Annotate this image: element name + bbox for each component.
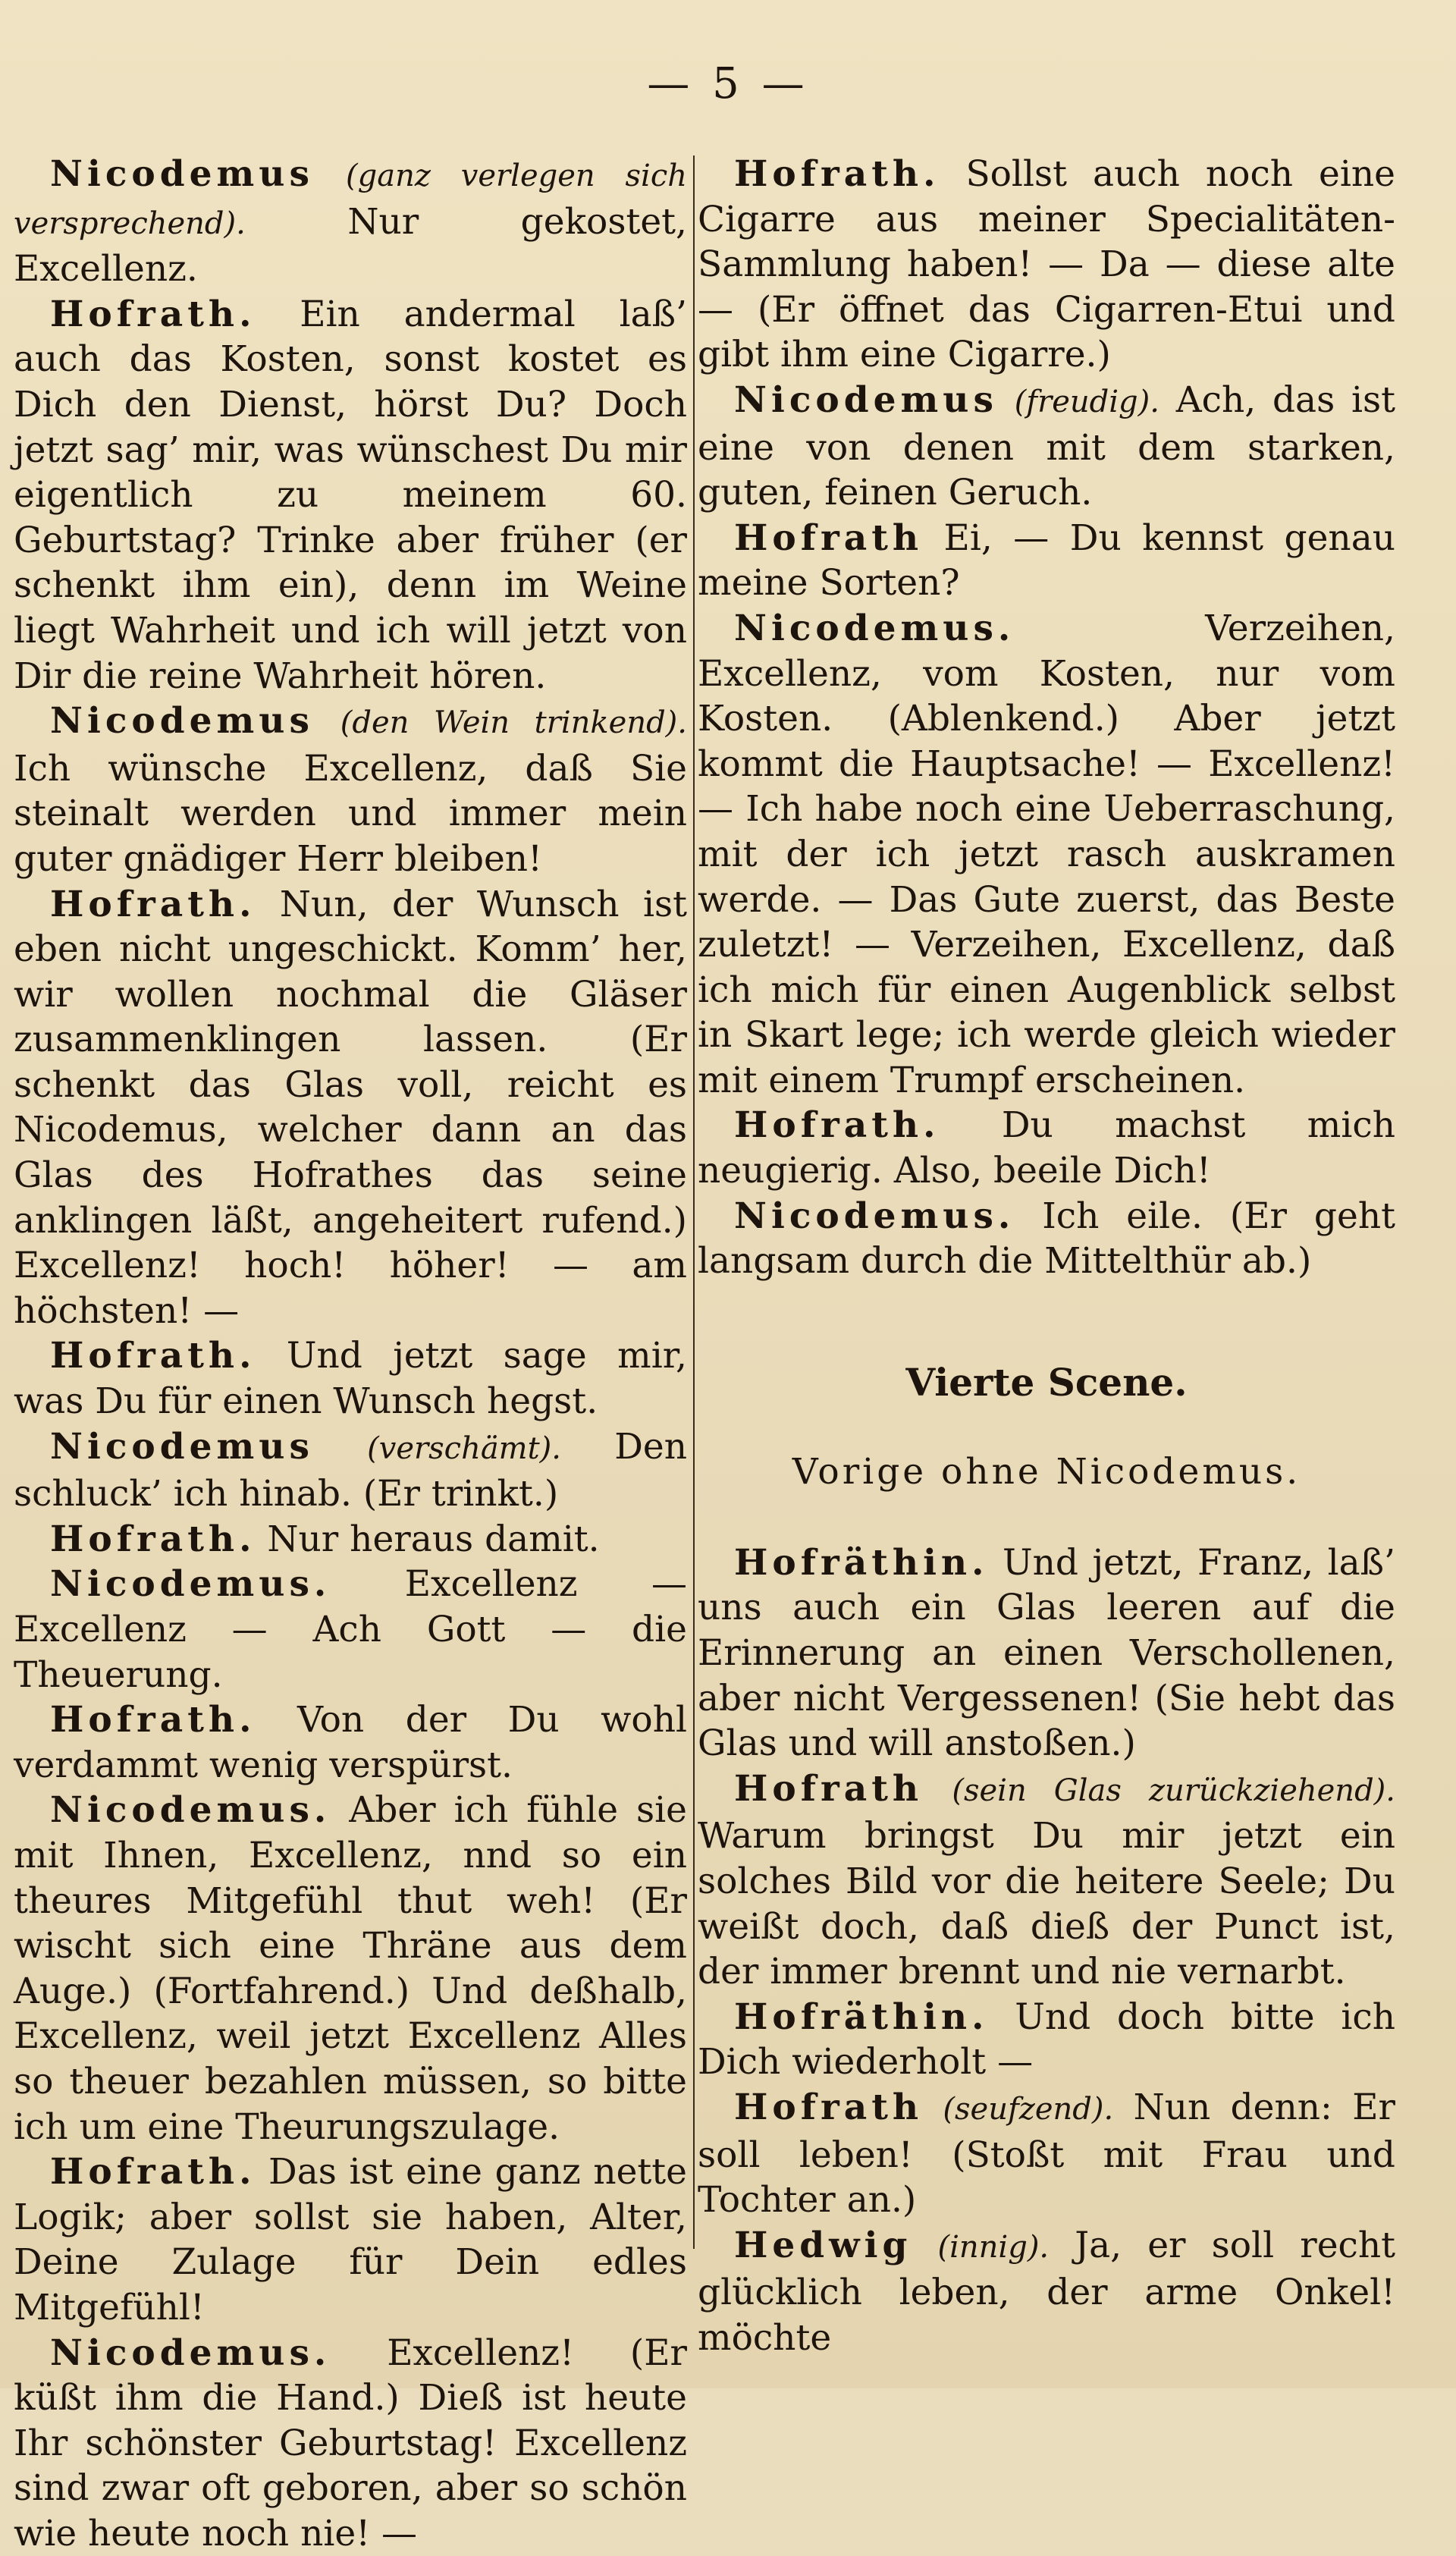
dialogue-text: Ja, er soll recht glücklich leben, der arme Onkel! möchte	[698, 2225, 1395, 2359]
speaker-name: Hofrath.	[50, 884, 256, 925]
speaker-name: Hofrath.	[50, 2151, 256, 2193]
stage-direction: (verschämt).	[367, 1431, 561, 1466]
dialogue-paragraph	[698, 2085, 1395, 2223]
stage-direction: (seufzend).	[943, 2092, 1113, 2127]
dialogue-paragraph	[698, 1194, 1395, 1284]
stage-direction: (sein Glas zurückziehend).	[952, 1773, 1395, 1808]
dialogue-text: Und doch bitte ich Dich wiederholt —	[698, 1996, 1395, 2083]
dialogue-paragraph	[14, 1788, 687, 2149]
speaker-name: Nicodemus	[50, 153, 314, 195]
stage-direction: (freudig).	[1015, 385, 1159, 419]
dialogue-paragraph	[698, 1540, 1395, 1766]
speaker-name: Nicodemus.	[734, 608, 1015, 649]
speaker-name: Hofrath.	[50, 1699, 256, 1741]
dialogue-paragraph	[698, 152, 1395, 378]
dialogue-text: Und jetzt, Franz, laß’ uns auch ein Glas leeren auf die Erinnerung an einen Verschollenen, aber nicht Vergessenen! (Sie hebt das Glas und will anstoßen.)	[698, 1542, 1395, 1764]
dialogue-paragraph	[14, 1697, 687, 1788]
dialogue-paragraph	[14, 1333, 687, 1424]
speaker-name: Hofrath	[734, 517, 923, 559]
dialogue-paragraph	[698, 1766, 1395, 1995]
dialogue-paragraph	[14, 292, 687, 699]
dialogue-paragraph	[698, 606, 1395, 1104]
dialogue-paragraph	[14, 2149, 687, 2330]
left-column	[14, 152, 687, 2556]
speaker-name: Hofrath.	[50, 1335, 256, 1377]
dialogue-text: Nur heraus damit.	[256, 1518, 599, 1560]
dialogue-text: Du machst mich neugierig. Also, beeile Dich!	[698, 1104, 1395, 1192]
dialogue-text: Ich eile. (Er geht langsam durch die Mittelthür ab.)	[698, 1195, 1395, 1283]
stage-direction: (innig).	[938, 2230, 1050, 2265]
scene-title: Vierte Scene.	[698, 1360, 1395, 1405]
dialogue-text: Nun, der Wunsch ist eben nicht ungeschickt. Komm’ her, wir wollen nochmal die Gläser zusammenklingen lassen. (Er schenkt das Glas voll, reicht es Nicodemus, welcher dann an das Glas des Hofrathes das seine anklingen läßt, angeheitert rufend.) Excellenz! hoch! höher! — am höchsten! —	[14, 884, 687, 1332]
column-divider	[693, 155, 695, 2249]
speaker-name: Nicodemus.	[50, 2332, 331, 2374]
right-column-dialogue-bottom	[698, 1540, 1395, 2361]
dialogue-text: Warum bringst Du mir jetzt ein solches Bild vor die heitere Seele; Du weißt doch, daß dieß der Punct ist, der immer brennt und nie vernarbt.	[698, 1815, 1395, 1992]
dialogue-paragraph	[14, 1517, 687, 1562]
dialogue-text: Excellenz! (Er küßt ihm die Hand.) Dieß ist heute Ihr schönster Geburtstag! Excellenz sind zwar oft geboren, aber so schön wie heute noch nie! —	[14, 2332, 687, 2554]
dialogue-text: Nun denn: Er soll leben! (Stoßt mit Frau und Tochter an.)	[698, 2087, 1395, 2221]
dialogue-text: Sollst auch noch eine Cigarre aus meiner Specialitäten-Sammlung haben! — Da — diese alte — (Er öffnet das Cigarren-Etui und gibt ihm eine Cigarre.)	[698, 153, 1395, 375]
dialogue-text: Ein andermal laß’ auch das Kosten, sonst kostet es Dich den Dienst, hörst Du? Doch jetzt sag’ mir, was wünschest Du mir eigentlich zu meinem 60. Geburtstag? Trinke aber früher (er schenkt ihm ein), denn im Weine liegt Wahrheit und ich will jetzt von Dir die reine Wahrheit hören.	[14, 294, 687, 697]
speaker-name: Hofrath.	[50, 1518, 256, 1560]
dialogue-text: Verzeihen, Excellenz, vom Kosten, nur vom Kosten. (Ablenkend.) Aber jetzt kommt die Hauptsache! — Excellenz! — Ich habe noch eine Ueberraschung, mit der ich jetzt rasch auskramen werde. — Das Gute zuerst, das Beste zuletzt! — Verzeihen, Excellenz, daß ich mich für einen Augenblick selbst in Skart lege; ich werde gleich wieder mit einem Trumpf erscheinen.	[698, 608, 1395, 1101]
page-number: — 5 —	[0, 59, 1456, 108]
dialogue-text: Und jetzt sage mir, was Du für einen Wunsch hegst.	[14, 1335, 687, 1422]
dialogue-paragraph	[698, 1995, 1395, 2085]
dialogue-paragraph	[698, 1103, 1395, 1193]
speaker-name: Hofräthin.	[734, 1542, 988, 1584]
dialogue-paragraph	[14, 882, 687, 1334]
dialogue-paragraph	[698, 2223, 1395, 2361]
speaker-name: Hofrath	[734, 1768, 923, 1810]
dialogue-paragraph	[14, 2331, 687, 2556]
speaker-name: Hofrath.	[734, 153, 940, 195]
dialogue-text: Nur gekostet, Excellenz.	[14, 201, 687, 290]
dialogue-text: Das ist eine ganz nette Logik; aber sollst sie haben, Alter, Deine Zulage für Dein edles Mitgefühl!	[14, 2151, 687, 2328]
dialogue-paragraph	[698, 378, 1395, 516]
speaker-name: Hofrath.	[734, 1104, 940, 1146]
speaker-name: Nicodemus.	[50, 1789, 331, 1831]
dialogue-text: Ei, — Du kennst genau meine Sorten?	[698, 517, 1395, 604]
dialogue-paragraph	[698, 516, 1395, 606]
speaker-name: Hedwig	[734, 2225, 912, 2266]
stage-direction: (ganz verlegen sich versprechend).	[14, 159, 687, 241]
dialogue-text: Excellenz — Excellenz — Ach Gott — die Theuerung.	[14, 1563, 687, 1695]
right-column	[698, 152, 1395, 2361]
scene-subtitle: Vorige ohne Nicodemus.	[698, 1449, 1395, 1495]
dialogue-paragraph	[14, 699, 687, 881]
speaker-name: Hofrath	[734, 2087, 923, 2128]
dialogue-paragraph	[14, 1562, 687, 1697]
dialogue-text: Den schluck’ ich hinab. (Er trinkt.)	[14, 1426, 687, 1515]
speaker-name: Nicodemus	[50, 700, 314, 742]
dialogue-text: Ach, das ist eine von denen mit dem starken, guten, feinen Geruch.	[698, 379, 1395, 513]
speaker-name: Hofräthin.	[734, 1996, 988, 2038]
speaker-name: Hofrath.	[50, 294, 256, 335]
dialogue-paragraph	[14, 1424, 687, 1517]
right-column-dialogue-top	[698, 152, 1395, 1284]
dialogue-text: Aber ich fühle sie mit Ihnen, Excellenz, nnd so ein theures Mitgefühl thut weh! (Er wischt sich eine Thräne aus dem Auge.) (Fortfahrend.) Und deßhalb, Excellenz, weil jetzt Excellenz Alles so theuer bezahlen müssen, so bitte ich um eine Theurungszulage.	[14, 1789, 687, 2147]
speaker-name: Nicodemus	[734, 379, 998, 421]
dialogue-text: Ich wünsche Excellenz, daß Sie steinalt werden und immer mein guter gnädiger Herr bleiben!	[14, 748, 687, 880]
speaker-name: Nicodemus.	[734, 1195, 1015, 1237]
dialogue-text: Von der Du wohl verdammt wenig verspürst.	[14, 1699, 687, 1786]
dialogue-paragraph	[14, 152, 687, 292]
speaker-name: Nicodemus.	[50, 1563, 331, 1605]
speaker-name: Nicodemus	[50, 1426, 314, 1468]
stage-direction: (den Wein trinkend).	[340, 705, 687, 740]
